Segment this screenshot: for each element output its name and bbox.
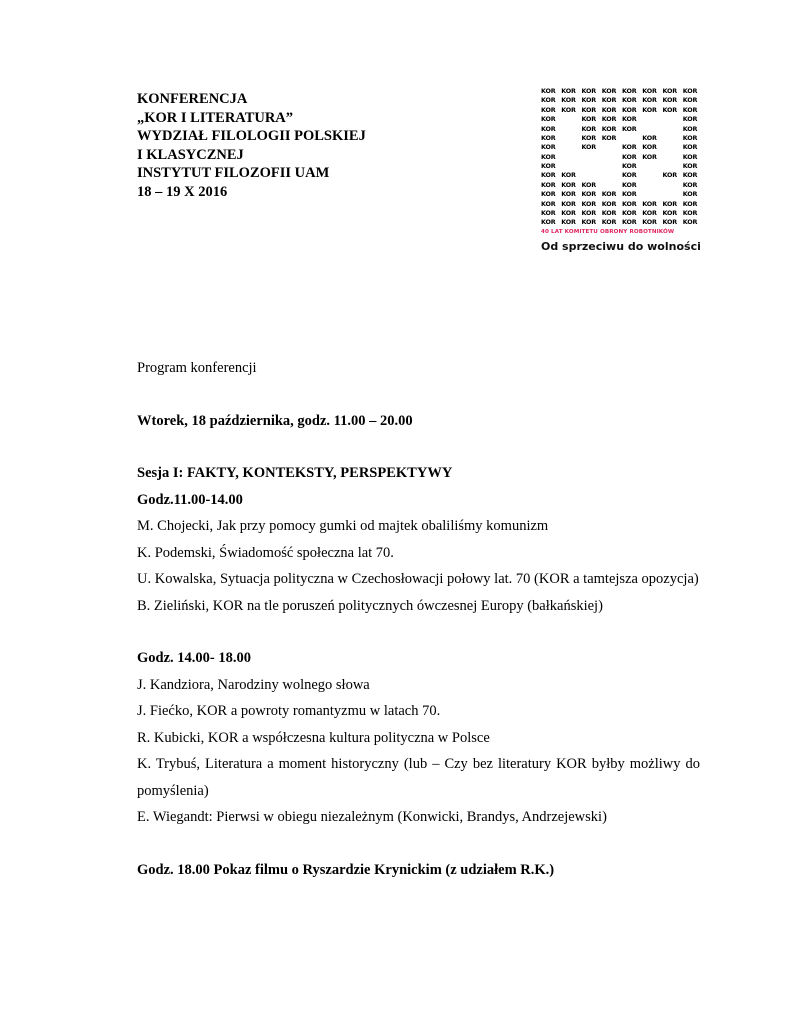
logo-word: KOR	[682, 143, 698, 152]
logo-word: KOR	[682, 115, 698, 124]
logo-word: KOR	[601, 124, 617, 133]
logo-word: KOR	[601, 190, 617, 199]
logo-word: KOR	[561, 208, 576, 217]
logo-word: KOR	[581, 124, 596, 133]
logo-word	[602, 162, 622, 171]
logo-word: KOR	[662, 105, 677, 114]
logo-word: KOR	[601, 96, 617, 105]
logo-word	[663, 125, 683, 134]
talk-author: U. Kowalska,	[137, 571, 220, 587]
logo-word: KOR	[561, 180, 576, 189]
logo-row	[541, 190, 703, 199]
film-screening: Godz. 18.00 Pokaz filmu o Ryszardzie Krynickim (z udziałem R.K.)	[137, 861, 555, 878]
logo-word: KOR	[642, 96, 657, 105]
logo-word	[622, 134, 642, 143]
logo-row	[541, 162, 703, 171]
logo-word: KOR	[682, 96, 698, 105]
logo-word: KOR	[581, 105, 596, 114]
logo-word: KOR	[581, 199, 596, 208]
logo-row	[541, 209, 703, 218]
logo-word: KOR	[662, 218, 677, 227]
logo-word: KOR	[581, 133, 596, 142]
logo-word: KOR	[682, 152, 698, 161]
logo-word	[602, 181, 622, 190]
talk-item	[137, 540, 700, 567]
logo-word: KOR	[601, 199, 617, 208]
talk-title: KOR a powroty romantyzmu w latach 70.	[196, 703, 441, 719]
logo-word: KOR	[642, 105, 657, 114]
header-line: 18 – 19 X 2016	[137, 183, 228, 200]
talk-title: Jak przy pomocy gumki od majtek obaliliśmy komunizm	[216, 518, 549, 534]
logo-word	[582, 171, 602, 180]
logo-row	[541, 200, 703, 209]
logo-word: KOR	[622, 171, 637, 180]
logo-word	[561, 115, 581, 124]
logo-word: KOR	[601, 87, 617, 95]
talk-title: KOR a współczesna kultura polityczna w Polsce	[207, 729, 490, 746]
logo-word: KOR	[541, 105, 556, 114]
talk-item	[137, 751, 700, 804]
talk-item	[137, 672, 700, 699]
logo-word: KOR	[581, 190, 596, 199]
logo-word: KOR	[662, 87, 677, 95]
logo-word: KOR	[581, 96, 596, 105]
conference-header	[137, 90, 366, 202]
talk-author: K. Podemski,	[137, 544, 220, 561]
logo-word: KOR	[662, 96, 677, 105]
logo-word: KOR	[541, 190, 556, 199]
logo-word: KOR	[642, 199, 657, 208]
logo-word: KOR	[682, 180, 698, 189]
header-line: „KOR I LITERATURA”	[137, 109, 294, 126]
logo-word: KOR	[601, 115, 617, 124]
logo-word	[602, 143, 622, 152]
talk-item	[137, 725, 700, 752]
logo-word	[561, 134, 581, 143]
logo-word: KOR	[561, 218, 576, 227]
logo-word: KOR	[541, 115, 556, 124]
logo-word: KOR	[682, 190, 698, 199]
logo-word	[582, 162, 602, 171]
logo-word: KOR	[662, 199, 677, 208]
logo-word: KOR	[541, 199, 556, 208]
kor-logo	[541, 87, 707, 253]
logo-word: KOR	[682, 199, 698, 208]
logo-word	[642, 125, 662, 134]
talk-title: Pierwsi w obiegu niezależnym (Konwicki, Brandys, Andrzejewski)	[216, 809, 607, 825]
talk-author: M. Chojecki,	[137, 518, 217, 534]
logo-word: KOR	[642, 143, 657, 152]
logo-word: KOR	[561, 190, 576, 199]
day-heading: Wtorek, 18 października, godz. 11.00 – 20.00	[137, 412, 413, 429]
logo-word: KOR	[581, 218, 596, 227]
logo-word: KOR	[682, 124, 698, 133]
logo-word: KOR	[541, 124, 556, 133]
logo-word: KOR	[622, 208, 637, 217]
logo-word: KOR	[541, 218, 556, 227]
logo-word: KOR	[622, 143, 637, 152]
logo-word: KOR	[581, 115, 596, 124]
logo-word: KOR	[622, 124, 637, 133]
header-line: I KLASYCZNEJ	[137, 146, 244, 163]
logo-word: KOR	[682, 87, 698, 95]
logo-row	[541, 96, 703, 105]
logo-word: KOR	[622, 162, 637, 170]
kor-logo-grid	[541, 87, 703, 228]
logo-word: KOR	[581, 87, 596, 95]
logo-slogan: Od sprzeciwu do wolności	[541, 239, 701, 253]
logo-word	[663, 143, 683, 152]
logo-word	[663, 153, 683, 162]
talk-title: Narodziny wolnego słowa	[217, 676, 370, 693]
logo-word: KOR	[561, 199, 576, 208]
logo-word: KOR	[581, 208, 596, 217]
logo-word: KOR	[622, 96, 637, 105]
logo-word: KOR	[682, 162, 698, 170]
logo-word	[642, 115, 662, 124]
logo-word: KOR	[622, 180, 637, 189]
logo-word: KOR	[541, 143, 556, 152]
logo-word	[561, 153, 581, 162]
logo-word: KOR	[541, 152, 556, 161]
talk-list-1	[137, 513, 700, 619]
logo-word	[582, 153, 602, 162]
logo-word	[642, 171, 662, 180]
time-block-2: Godz. 14.00- 18.00	[137, 650, 251, 666]
logo-word: KOR	[541, 87, 556, 95]
talk-item	[137, 804, 700, 831]
logo-word: KOR	[601, 208, 617, 217]
logo-word: KOR	[601, 105, 617, 114]
header-line: INSTYTUT FILOZOFII UAM	[137, 165, 330, 182]
logo-word	[642, 190, 662, 199]
talk-item	[137, 593, 700, 620]
logo-row	[541, 106, 703, 115]
logo-word: KOR	[561, 171, 576, 180]
logo-word	[561, 143, 581, 152]
logo-word	[561, 125, 581, 134]
logo-word: KOR	[561, 105, 576, 114]
logo-word: KOR	[622, 199, 637, 208]
header-line: KONFERENCJA	[137, 91, 248, 107]
logo-word	[642, 181, 662, 190]
logo-word: KOR	[561, 96, 576, 105]
logo-word: KOR	[662, 208, 677, 217]
logo-word: KOR	[622, 190, 637, 199]
logo-word	[663, 181, 683, 190]
talk-author: R. Kubicki,	[137, 729, 208, 746]
logo-word: KOR	[601, 218, 617, 227]
logo-word	[561, 162, 581, 171]
logo-word: KOR	[682, 171, 698, 180]
logo-word	[602, 171, 622, 180]
logo-word: KOR	[682, 105, 698, 114]
header-line: WYDZIAŁ FILOLOGII POLSKIEJ	[137, 128, 366, 145]
logo-word: KOR	[662, 171, 677, 180]
logo-word: KOR	[581, 180, 596, 189]
talk-title: Sytuacja polityczna w Czechosłowacji połowy lat. 70 (KOR a tamtejsza opozycja)	[219, 571, 699, 587]
logo-word: KOR	[622, 115, 637, 124]
logo-word: KOR	[541, 208, 556, 217]
logo-word	[663, 115, 683, 124]
logo-word: KOR	[642, 152, 657, 161]
logo-tagline: 40 LAT KOMITETU OBRONY ROBOTNIKÓW	[541, 228, 675, 235]
talk-author: E. Wiegandt:	[137, 809, 217, 825]
talk-item	[137, 513, 700, 540]
talk-author: B. Zieliński,	[137, 597, 213, 614]
talk-author: K. Trybuś,	[137, 756, 206, 772]
talk-author: J. Fiećko,	[137, 703, 197, 719]
program-title: Program konferencji	[137, 360, 257, 376]
logo-word: KOR	[581, 143, 596, 152]
talk-item	[137, 566, 700, 593]
logo-row	[541, 171, 703, 180]
time-block-1: Godz.11.00-14.00	[137, 491, 243, 508]
logo-row	[541, 87, 703, 96]
talk-author: J. Kandziora,	[137, 676, 218, 693]
program-content	[137, 355, 700, 883]
talk-title: KOR na tle poruszeń politycznych ówczesnej Europy (bałkańskiej)	[212, 597, 603, 614]
logo-word: KOR	[622, 218, 637, 227]
logo-word: KOR	[541, 162, 556, 170]
logo-word: KOR	[682, 133, 698, 142]
talk-title: Świadomość społeczna lat 70.	[219, 544, 394, 561]
logo-row	[541, 218, 703, 227]
logo-word	[642, 162, 662, 171]
logo-word	[663, 134, 683, 143]
logo-word: KOR	[541, 133, 556, 142]
logo-word	[663, 190, 683, 199]
session-heading: Sesja I: FAKTY, KONTEKSTY, PERSPEKTYWY	[137, 465, 453, 481]
logo-word: KOR	[682, 208, 698, 217]
logo-row	[541, 153, 703, 162]
logo-word: KOR	[642, 218, 657, 227]
logo-word	[663, 162, 683, 171]
logo-word: KOR	[622, 152, 637, 161]
logo-word	[602, 153, 622, 162]
logo-word: KOR	[541, 171, 556, 180]
logo-row	[541, 181, 703, 190]
talk-title: Literatura a moment historyczny (lub – Czy bez literatury KOR byłby możliwy do pomyślenia)	[137, 756, 700, 799]
logo-word: KOR	[601, 133, 617, 142]
logo-row	[541, 125, 703, 134]
talk-item	[137, 698, 700, 725]
logo-word: KOR	[642, 87, 657, 95]
logo-word: KOR	[642, 133, 657, 142]
logo-word: KOR	[622, 87, 637, 95]
logo-word: KOR	[622, 105, 637, 114]
talk-list-2	[137, 672, 700, 831]
logo-row	[541, 143, 703, 152]
logo-word: KOR	[642, 208, 657, 217]
logo-word: KOR	[541, 96, 556, 105]
logo-row	[541, 115, 703, 124]
logo-word: KOR	[561, 87, 576, 95]
logo-word: KOR	[682, 218, 698, 227]
logo-row	[541, 134, 703, 143]
logo-word: KOR	[541, 180, 556, 189]
